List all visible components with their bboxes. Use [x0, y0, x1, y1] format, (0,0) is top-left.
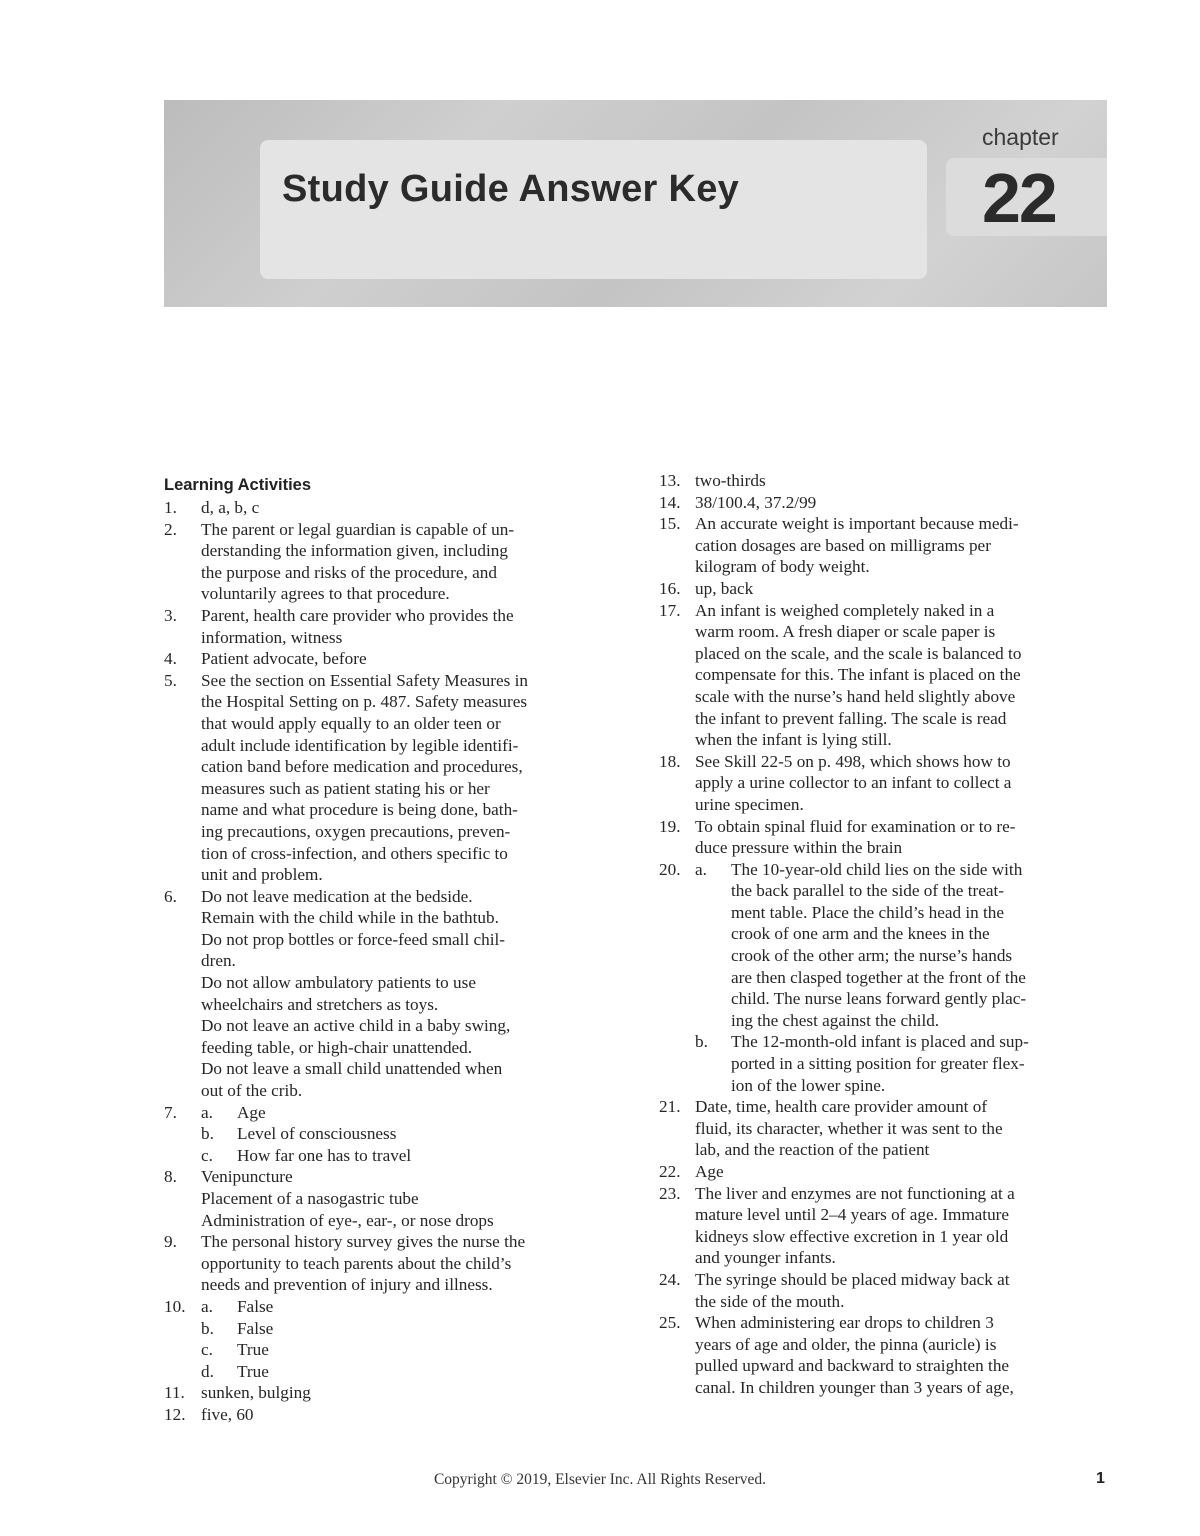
answer-item — [659, 1183, 1107, 1269]
answer-item — [659, 470, 1107, 492]
answer-number: 13. — [659, 471, 681, 490]
answer-line: The syringe should be placed midway back at — [695, 1269, 1010, 1289]
answer-line: The parent or legal guardian is capable of un- — [201, 519, 515, 539]
answer-item — [164, 1102, 619, 1167]
sub-answer-letter: a. — [201, 1102, 213, 1122]
sub-answer-line: True — [237, 1361, 269, 1381]
answer-number: 16. — [659, 578, 681, 598]
answer-line: wheelchairs and stretchers as toys. — [201, 994, 439, 1014]
answer-number: 17. — [659, 600, 681, 620]
sub-answer-letter: b. — [201, 1124, 214, 1144]
sub-answer-line: False — [237, 1296, 274, 1316]
answer-item — [164, 519, 619, 605]
answer-item — [659, 751, 1107, 816]
sub-answer-line: are then clasped together at the front of the — [731, 967, 1026, 987]
answer-line: name and what procedure is being done, bath- — [201, 800, 518, 820]
answer-line: When administering ear drops to children 3 — [695, 1313, 994, 1333]
answer-line: Do not prop bottles or force-feed small chil- — [201, 929, 506, 949]
answer-line: The personal history survey gives the nurse the — [201, 1232, 526, 1252]
sub-answer — [201, 1102, 619, 1124]
answer-item — [164, 497, 619, 519]
sub-answer-letter: c. — [201, 1340, 213, 1360]
answer-line: See Skill 22-5 on p. 498, which shows how to — [695, 751, 1011, 771]
answer-line: compensate for this. The infant is placed on the — [695, 665, 1021, 685]
sub-answer-line: child. The nurse leans forward gently plac- — [731, 989, 1027, 1009]
answer-line: feeding table, or high-chair unattended. — [201, 1037, 473, 1057]
answer-line: derstanding the information given, including — [201, 541, 508, 561]
answer-item — [164, 1296, 619, 1382]
answer-line: the side of the mouth. — [695, 1291, 845, 1311]
sub-answer-letter: b. — [201, 1318, 214, 1338]
answer-line: that would apply equally to an older teen or — [201, 713, 501, 733]
answer-item — [659, 1161, 1107, 1183]
answer-line: Parent, health care provider who provides the — [201, 605, 514, 625]
answer-number: 2. — [164, 519, 177, 539]
answer-line: the purpose and risks of the procedure, and — [201, 562, 497, 582]
title-box — [260, 140, 927, 279]
answer-line: kidneys slow effective excretion in 1 year old — [695, 1226, 1009, 1246]
answer-line: two-thirds — [695, 471, 766, 490]
answer-number: 1. — [164, 498, 177, 517]
right-column — [659, 470, 1107, 1399]
answer-line: Placement of a nasogastric tube — [201, 1189, 419, 1208]
page-number: 1 — [1096, 1470, 1105, 1487]
sub-answer-line: The 10-year-old child lies on the side with — [731, 859, 1023, 879]
section-heading: Learning Activities — [164, 476, 312, 494]
answer-item — [659, 600, 1107, 751]
answer-line: the Hospital Setting on p. 487. Safety measures — [201, 692, 528, 712]
sub-answer-letter: b. — [695, 1032, 708, 1052]
sub-answer — [201, 1145, 619, 1167]
answer-line: warm room. A fresh diaper or scale paper is — [695, 622, 996, 642]
answer-number: 10. — [164, 1296, 186, 1316]
answer-line: dren. — [201, 951, 236, 971]
answer-item — [164, 1404, 619, 1426]
answer-number: 14. — [659, 492, 681, 512]
answer-line: information, witness — [201, 627, 343, 647]
page-title: Study Guide Answer Key — [282, 168, 740, 210]
answer-line: duce pressure within the brain — [695, 838, 903, 858]
answer-item — [659, 513, 1107, 578]
answer-item — [164, 1166, 619, 1231]
answer-line: five, 60 — [201, 1404, 254, 1424]
answer-item — [164, 648, 619, 670]
sub-answer-letter: a. — [201, 1296, 213, 1316]
answer-number: 5. — [164, 670, 177, 690]
answer-line: See the section on Essential Safety Measures in — [201, 670, 528, 690]
chapter-label: chapter — [982, 124, 1059, 150]
chapter-number: 22 — [982, 159, 1056, 237]
answer-number: 6. — [164, 886, 177, 906]
answer-line: and younger infants. — [695, 1248, 836, 1268]
answer-line: opportunity to teach parents about the child’s — [201, 1253, 512, 1273]
answer-line: Do not leave an active child in a baby swing, — [201, 1016, 511, 1036]
answer-number: 25. — [659, 1313, 681, 1333]
answer-line: unit and problem. — [201, 865, 323, 885]
answer-number: 11. — [164, 1383, 185, 1403]
sub-answer-line: Level of consciousness — [237, 1124, 397, 1144]
answer-line: pulled upward and backward to straighten the — [695, 1356, 1010, 1376]
sub-answer-line: True — [237, 1340, 269, 1360]
answer-number: 20. — [659, 859, 681, 879]
answer-item — [164, 1231, 619, 1296]
sub-answer-line: ing the chest against the child. — [731, 1010, 940, 1030]
answer-number: 15. — [659, 514, 681, 534]
answer-line: tion of cross-infection, and others specific to — [201, 843, 508, 863]
answer-line: cation band before medication and procedures, — [201, 757, 523, 777]
sub-answer — [201, 1339, 619, 1361]
answer-item — [164, 670, 619, 886]
sub-answer-line: ion of the lower spine. — [731, 1075, 886, 1095]
answer-line: An infant is weighed completely naked in a — [695, 600, 995, 620]
sub-answer-line: crook of the other arm; the nurse’s hands — [731, 946, 1013, 966]
sub-answer — [201, 1123, 619, 1145]
answer-number: 24. — [659, 1269, 681, 1289]
answer-line: when the infant is lying still. — [695, 730, 892, 750]
sub-answer-line: ment table. Place the child’s head in the — [731, 902, 1005, 922]
sub-answer — [201, 1296, 619, 1318]
answer-line: apply a urine collector to an infant to collect a — [695, 773, 1012, 793]
answer-line: Venipuncture — [201, 1167, 293, 1187]
answer-line: The liver and enzymes are not functioning at a — [695, 1183, 1015, 1203]
sub-answer-line: crook of one arm and the knees in the — [731, 924, 990, 944]
answer-number: 18. — [659, 751, 681, 771]
answer-line: fluid, its character, whether it was sent to the — [695, 1118, 1003, 1138]
answer-line: placed on the scale, and the scale is balanced to — [695, 643, 1022, 663]
answer-line: ing precautions, oxygen precautions, preven- — [201, 821, 511, 841]
answer-number: 7. — [164, 1102, 177, 1122]
answer-number: 19. — [659, 816, 681, 836]
answer-line: years of age and older, the pinna (auricle) is — [695, 1334, 997, 1354]
answer-line: measures such as patient stating his or her — [201, 778, 490, 798]
answer-line: up, back — [695, 578, 754, 598]
answer-line: Administration of eye-, ear-, or nose drops — [201, 1210, 494, 1230]
answer-item — [659, 492, 1107, 514]
answer-item — [164, 1382, 619, 1404]
answer-line: lab, and the reaction of the patient — [695, 1140, 930, 1160]
left-column — [164, 470, 619, 1426]
answer-item — [659, 859, 1107, 1097]
sub-answer — [201, 1318, 619, 1340]
answer-item — [164, 886, 619, 1102]
answer-number: 8. — [164, 1167, 177, 1187]
sub-answer — [201, 1361, 619, 1383]
sub-answer-line: The 12-month-old infant is placed and sup- — [731, 1032, 1029, 1052]
answer-line: the infant to prevent falling. The scale is read — [695, 708, 1007, 728]
answer-item — [659, 1096, 1107, 1161]
sub-answer-line: Age — [237, 1102, 266, 1122]
answer-number: 3. — [164, 605, 177, 625]
answer-line: 38/100.4, 37.2/99 — [695, 492, 817, 512]
answer-line: cation dosages are based on milligrams per — [695, 535, 991, 555]
answer-line: scale with the nurse’s hand held slightly above — [695, 686, 1016, 706]
answer-line: d, a, b, c — [201, 498, 260, 517]
answer-item — [659, 1312, 1107, 1398]
answer-line: Patient advocate, before — [201, 649, 367, 669]
answer-item — [659, 816, 1107, 859]
answer-number: 21. — [659, 1097, 681, 1117]
answer-line: out of the crib. — [201, 1081, 303, 1101]
sub-answer-letter: c. — [201, 1145, 213, 1165]
answer-line: To obtain spinal fluid for examination or to re- — [695, 816, 1016, 836]
answer-line: kilogram of body weight. — [695, 557, 870, 577]
answer-number: 22. — [659, 1162, 681, 1181]
answer-number: 12. — [164, 1404, 186, 1424]
answer-item — [659, 578, 1107, 600]
sub-answer — [695, 859, 1107, 1032]
answer-item — [659, 1269, 1107, 1312]
answer-line: Remain with the child while in the bathtub. — [201, 908, 499, 928]
answer-line: urine specimen. — [695, 794, 804, 814]
answer-line: sunken, bulging — [201, 1383, 311, 1403]
answer-line: Date, time, health care provider amount of — [695, 1097, 988, 1117]
answer-line: Do not allow ambulatory patients to use — [201, 973, 476, 993]
sub-answer-line: the back parallel to the side of the treat- — [731, 881, 1004, 901]
sub-answer — [695, 1031, 1107, 1096]
answer-line: needs and prevention of injury and illness. — [201, 1275, 493, 1295]
chapter-number-tab — [946, 158, 1107, 236]
answer-line: canal. In children younger than 3 years of age, — [695, 1377, 1014, 1397]
answer-line: Do not leave a small child unattended when — [201, 1059, 503, 1079]
answer-number: 4. — [164, 649, 177, 669]
sub-answer-line: How far one has to travel — [237, 1145, 412, 1165]
answer-line: Do not leave medication at the bedside. — [201, 886, 473, 906]
sub-answer-line: False — [237, 1318, 274, 1338]
answer-line: voluntarily agrees to that procedure. — [201, 584, 450, 604]
sub-answer-letter: a. — [695, 859, 707, 879]
answer-number: 9. — [164, 1232, 177, 1252]
copyright-footer: Copyright © 2019, Elsevier Inc. All Rights Reserved. — [433, 1471, 767, 1488]
answer-line: Age — [695, 1162, 724, 1181]
answer-line: adult include identification by legible identifi- — [201, 735, 519, 755]
sub-answer-line: ported in a sitting position for greater flex- — [731, 1054, 1025, 1074]
sub-answer-letter: d. — [201, 1361, 214, 1381]
answer-number: 23. — [659, 1183, 681, 1203]
answer-line: mature level until 2–4 years of age. Immature — [695, 1205, 1010, 1225]
answer-line: An accurate weight is important because medi- — [695, 514, 1019, 534]
answer-item — [164, 605, 619, 648]
